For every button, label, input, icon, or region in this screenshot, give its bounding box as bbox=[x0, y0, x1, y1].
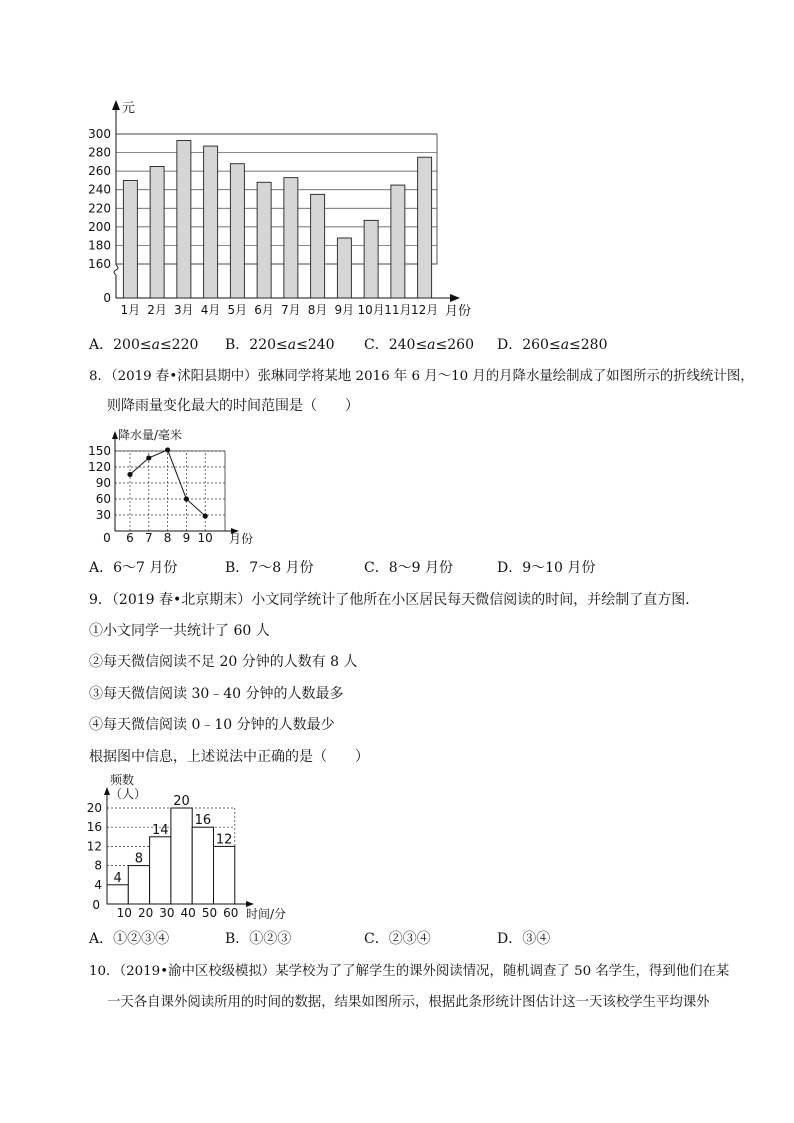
monthly-bar-chart bbox=[0, 0, 794, 330]
chart1-xtick-label: 3月 bbox=[174, 303, 194, 317]
chart3-ytick-label: 8 bbox=[94, 858, 102, 873]
chart3-data-label: 8 bbox=[134, 851, 144, 867]
q9-option-a[interactable]: A．①②③④ bbox=[89, 931, 170, 947]
q7-option-c[interactable]: C．240≤a≤260 bbox=[364, 337, 474, 353]
q10-stem-line1: 10．（2019•渝中区校级模拟）某学校为了了解学生的课外阅读情况，随机调查了 50 名学生，得到他们在某 bbox=[89, 964, 730, 979]
chart1-xtick-label: 9月 bbox=[334, 303, 355, 317]
q9-statement-1: ①小文同学一共统计了 60 人 bbox=[89, 623, 270, 639]
chart3-ytick-label: 12 bbox=[86, 839, 102, 854]
chart1-xtick-label: 4月 bbox=[200, 303, 221, 317]
q9-option-d[interactable]: D．③④ bbox=[497, 931, 551, 947]
chart2-ylabel: 降水量/毫米 bbox=[118, 428, 183, 442]
chart1-bar bbox=[257, 182, 271, 298]
chart1-xtick-label: 1月 bbox=[120, 303, 141, 317]
q8-option-b[interactable]: B．7～8 月份 bbox=[225, 560, 314, 576]
chart1-xtick-label: 11月 bbox=[384, 303, 412, 317]
chart3-ytick-label: 4 bbox=[94, 877, 102, 892]
chart1-xtick-label: 7月 bbox=[281, 303, 301, 317]
chart3-data-label: 20 bbox=[173, 794, 190, 809]
chart1-ylabel: 元 bbox=[122, 101, 136, 116]
chart3-bar bbox=[192, 827, 213, 904]
chart3-xtick-label: 60 bbox=[223, 906, 239, 920]
chart3-data-label: 16 bbox=[194, 813, 212, 829]
q9-statement-4: ④每天微信阅读 0﹣10 分钟的人数最少 bbox=[89, 717, 335, 733]
chart3-data-label: 4 bbox=[113, 870, 122, 886]
chart1-ytick-label: 240 bbox=[88, 182, 111, 197]
chart1-ytick-label: 300 bbox=[88, 127, 111, 141]
chart3-bar bbox=[150, 837, 171, 904]
chart1-ytick-label: 200 bbox=[88, 219, 111, 234]
q10-stem-line2: 一天各自课外阅读所用的时间的数据，结果如图所示，根据此条形统计图估计这一天该校学生平均课外 bbox=[107, 995, 710, 1010]
chart1-bar bbox=[230, 164, 244, 298]
chart1-xtick-label: 2月 bbox=[147, 303, 167, 317]
chart2-xtick-label: 6 bbox=[126, 531, 134, 545]
chart2-ytick-label: 150 bbox=[88, 444, 111, 458]
chart3-ytick-label: 0 bbox=[92, 898, 100, 912]
chart1-axis-break bbox=[114, 265, 118, 275]
chart1-xlabel: 月份 bbox=[445, 304, 472, 319]
chart1-bar bbox=[418, 157, 432, 298]
chart1-bar bbox=[177, 141, 191, 299]
chart3-data-label: 12 bbox=[215, 832, 233, 848]
q9-option-c[interactable]: C．②③④ bbox=[364, 931, 431, 947]
chart3-bar bbox=[128, 866, 149, 904]
chart1-bar bbox=[123, 180, 137, 298]
chart3-xlabel: 时间/分 bbox=[246, 907, 287, 921]
q8-stem-line2: 则降雨量变化最大的时间范围是（ ） bbox=[107, 398, 359, 414]
chart2-xtick-label: 8 bbox=[163, 531, 172, 545]
q9-option-b[interactable]: B．①②③ bbox=[225, 931, 292, 947]
chart2-point bbox=[146, 455, 151, 460]
chart1-bars bbox=[123, 141, 431, 299]
chart3-ylabel-line2: （人） bbox=[110, 787, 147, 801]
chart1-ytick-label: 160 bbox=[88, 257, 111, 271]
chart2-point bbox=[184, 496, 189, 501]
chart2-point bbox=[127, 472, 132, 477]
chart3-bar bbox=[107, 885, 128, 904]
chart3-ytick-label: 20 bbox=[86, 801, 102, 815]
chart1-bar bbox=[284, 178, 298, 298]
chart3-xtick-label: 20 bbox=[137, 906, 154, 920]
chart1-ytick-label: 280 bbox=[88, 145, 111, 160]
chart1-xtick-label: 10月 bbox=[357, 303, 385, 317]
chart1-bar bbox=[364, 220, 378, 298]
chart1-bar bbox=[391, 185, 405, 298]
chart3-bar bbox=[171, 808, 192, 904]
chart1-ytick-label: 220 bbox=[88, 201, 111, 216]
chart3-ytick-label: 16 bbox=[86, 820, 102, 835]
q9-statement-3: ③每天微信阅读 30﹣40 分钟的人数最多 bbox=[89, 686, 344, 702]
q8-option-d[interactable]: D．9～10 月份 bbox=[497, 560, 596, 576]
chart3-xtick-label: 10 bbox=[116, 906, 132, 920]
chart2-labels bbox=[88, 427, 253, 546]
q9-question: 根据图中信息，上述说法中正确的是（ ） bbox=[89, 749, 369, 765]
chart3-xtick-label: 40 bbox=[180, 906, 196, 920]
chart2-axes bbox=[112, 431, 239, 534]
chart3-data-label: 14 bbox=[151, 822, 169, 838]
chart1-ytick-label: 180 bbox=[88, 238, 111, 253]
chart3-xtick-label: 50 bbox=[201, 906, 218, 920]
chart2-xtick-label: 10 bbox=[197, 531, 213, 545]
chart1-xtick-label: 5月 bbox=[227, 303, 248, 317]
q7-option-d[interactable]: D．260≤a≤280 bbox=[497, 337, 608, 353]
chart2-xtick-label: 7 bbox=[144, 531, 153, 545]
chart1-bar bbox=[204, 146, 218, 298]
q7-option-b[interactable]: B．220≤a≤240 bbox=[225, 337, 335, 353]
chart2-ytick-label: 120 bbox=[88, 460, 111, 474]
chart3-xtick-label: 30 bbox=[159, 906, 175, 920]
chart1-xtick-label: 12月 bbox=[410, 303, 439, 317]
chart2-point bbox=[165, 447, 170, 452]
q9-statement-2: ②每天微信阅读不足 20 分钟的人数有 8 人 bbox=[89, 654, 358, 670]
chart2-ytick-label: 60 bbox=[95, 492, 111, 506]
chart3-bars bbox=[107, 808, 235, 904]
chart1-xtick-label: 6月 bbox=[254, 303, 274, 317]
chart1-xtick-label: 8月 bbox=[307, 303, 328, 317]
chart1-bar bbox=[150, 167, 164, 299]
chart2-ytick-label: 30 bbox=[95, 508, 111, 522]
chart1-ytick-label: 0 bbox=[103, 291, 111, 305]
chart1-bar bbox=[337, 238, 351, 298]
chart2-xtick-label: 9 bbox=[182, 531, 191, 545]
chart1-xaxis-arrow bbox=[450, 294, 460, 302]
chart1-bar bbox=[311, 194, 325, 298]
chart1-ytick-label: 260 bbox=[88, 164, 111, 179]
chart3-bar bbox=[214, 846, 235, 904]
rainfall-line-chart bbox=[80, 420, 280, 550]
q8-option-a[interactable]: A．6～7 月份 bbox=[89, 560, 178, 576]
chart2-xtick-label: 0 bbox=[103, 531, 111, 545]
chart2-ytick-label: 90 bbox=[95, 476, 111, 490]
chart2-point bbox=[203, 513, 208, 518]
chart2-xlabel: 月份 bbox=[229, 532, 254, 546]
chart3-ylabel-line1: 频数 bbox=[110, 773, 135, 787]
q8-option-c[interactable]: C．8～9 月份 bbox=[364, 560, 453, 576]
q7-option-a[interactable]: A．200≤a≤220 bbox=[89, 337, 199, 353]
chart1-yaxis-arrow bbox=[112, 100, 120, 110]
chart2-grid bbox=[115, 451, 225, 531]
q9-stem: 9．（2019 春•北京期末）小文同学统计了他所在小区居民每天微信阅读的时间，并绘制了直方图． bbox=[89, 592, 700, 608]
reading-time-histogram bbox=[80, 770, 300, 925]
q8-stem-line1: 8．（2019 春•沭阳县期中）张琳同学将某地 2016 年 6 月～10 月的月降水量绘制成了如图所示的折线统计图， bbox=[89, 369, 754, 384]
